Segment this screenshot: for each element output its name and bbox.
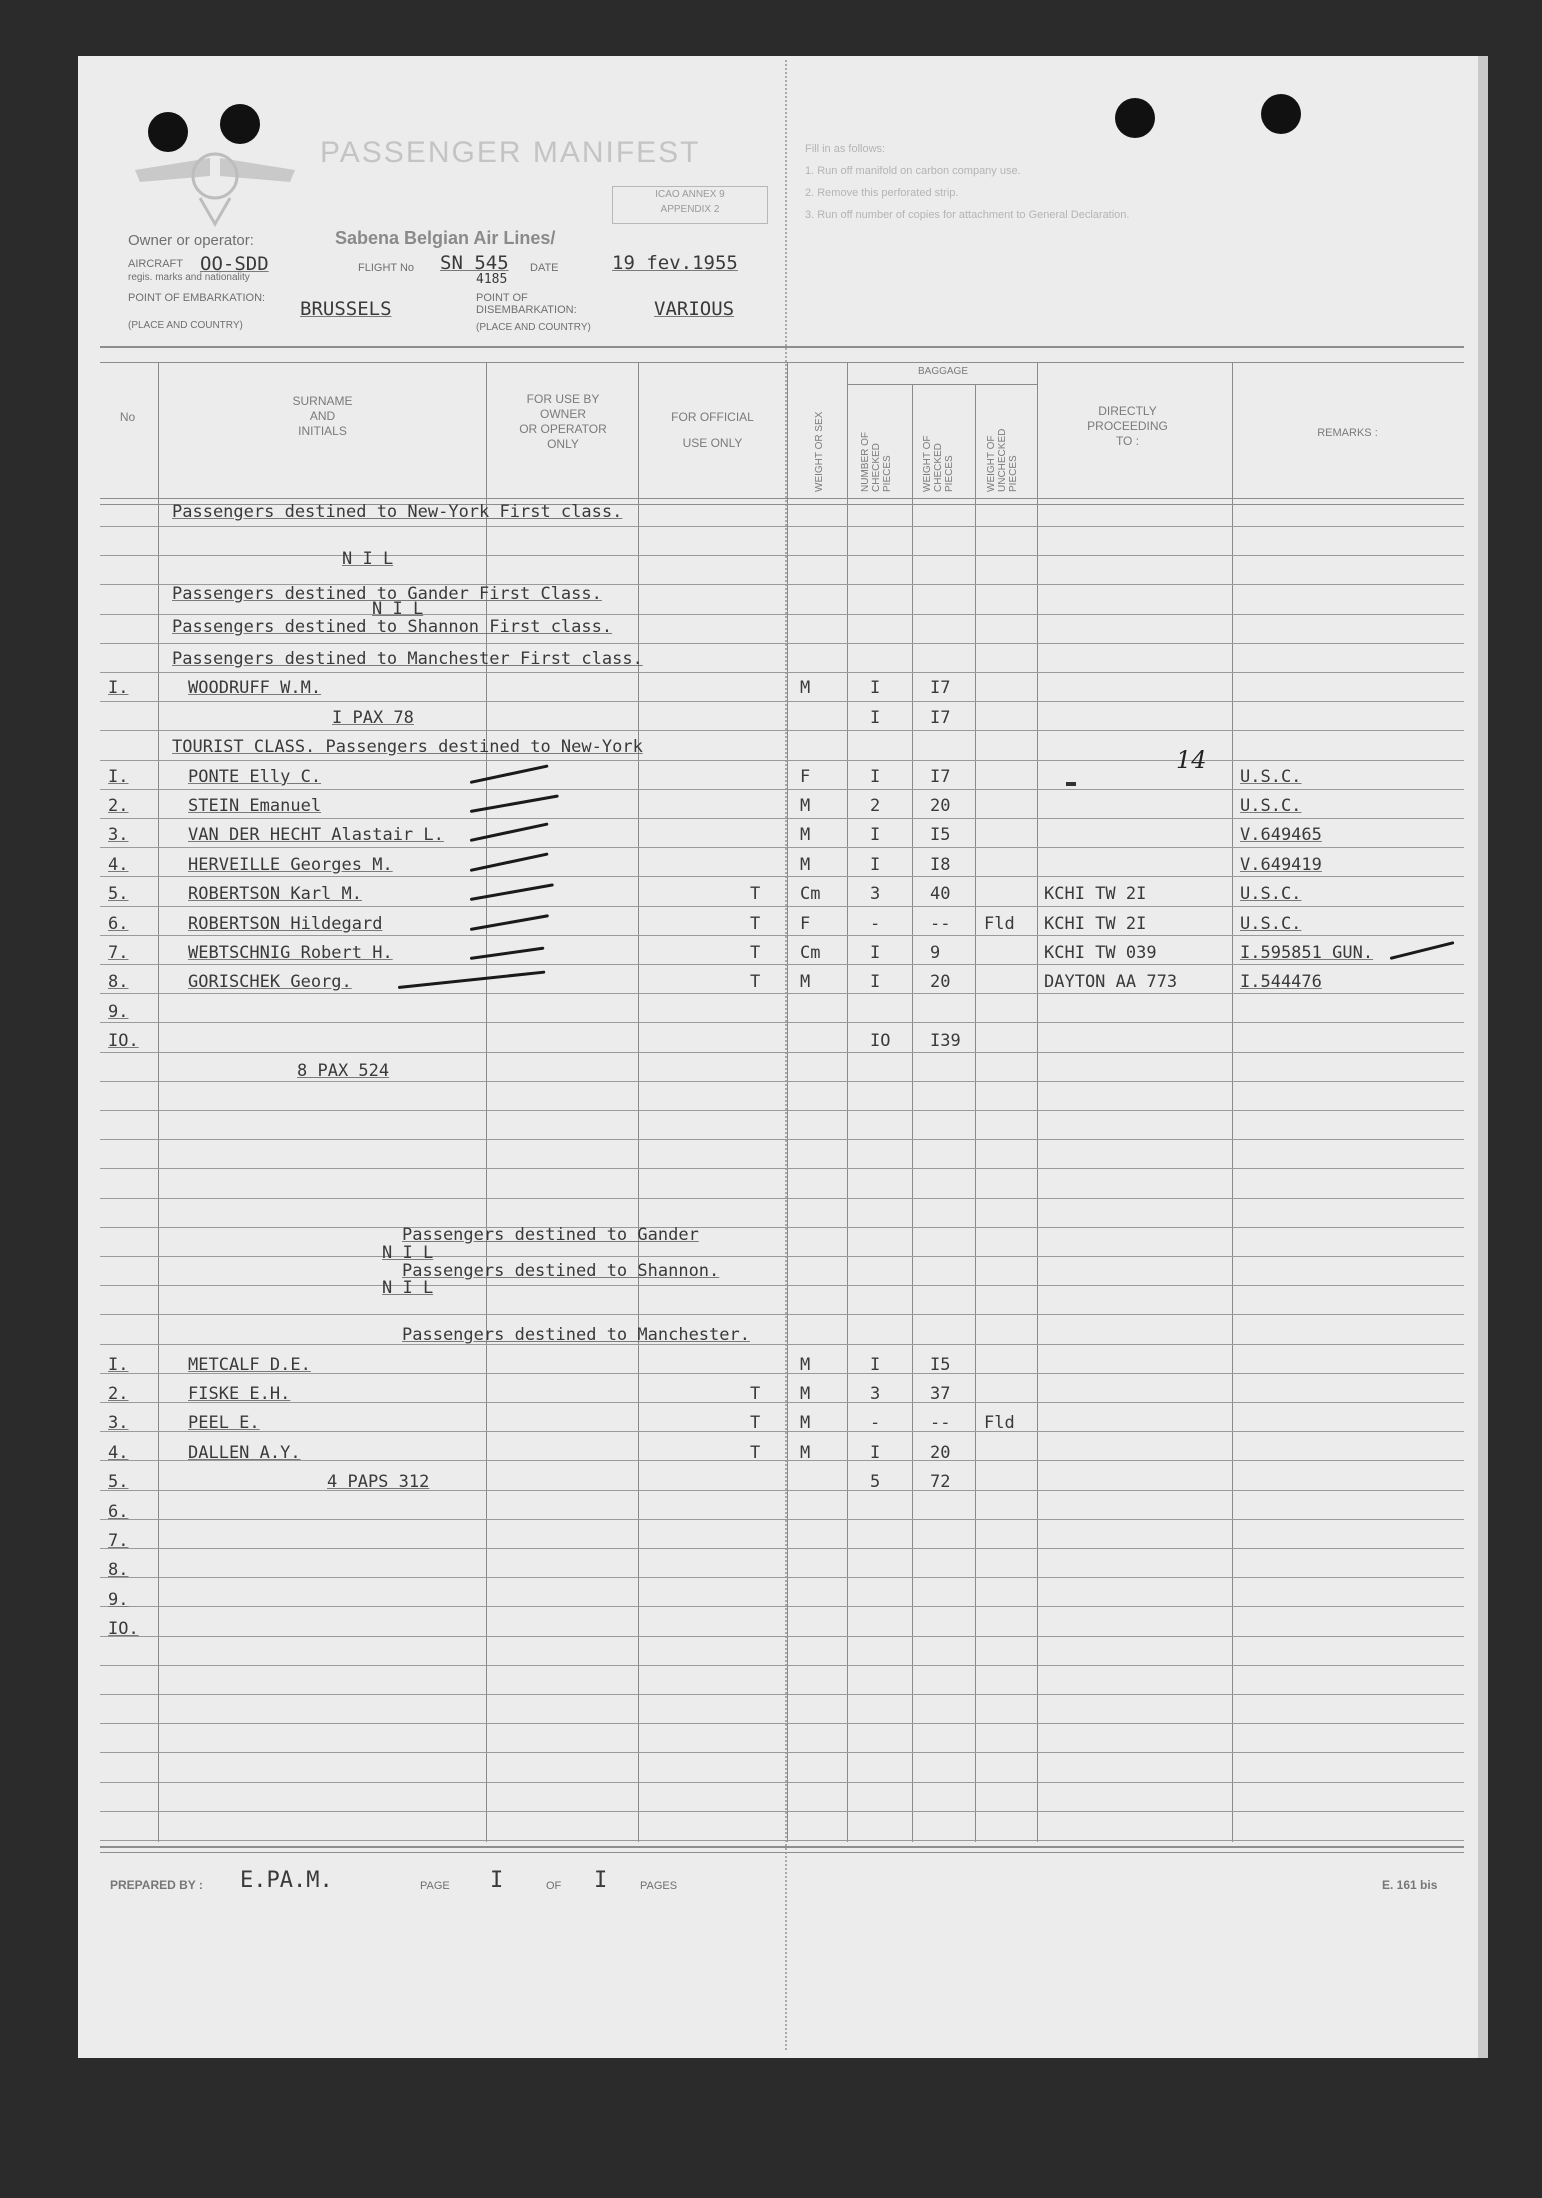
rule-line	[100, 1139, 1464, 1140]
col-checked-weight-3: PIECES	[944, 455, 955, 492]
checked-pieces: IO	[870, 1031, 891, 1051]
embark-value: BRUSSELS	[300, 298, 392, 320]
aircraft-label: AIRCRAFT	[128, 258, 183, 270]
of-label: OF	[546, 1880, 562, 1892]
page-label: PAGE	[420, 1880, 450, 1892]
section-heading: 4 PAPS 312	[327, 1472, 430, 1492]
annex-line-1: ICAO ANNEX 9	[655, 189, 725, 200]
checked-weight: 20	[930, 1443, 951, 1463]
row-number: 9.	[108, 1002, 129, 1022]
col-proceeding	[1040, 404, 1215, 449]
row-number: 8.	[108, 1560, 129, 1580]
handwritten-dot	[1066, 782, 1076, 786]
checked-pieces: I	[870, 767, 881, 787]
row-number: 5.	[108, 884, 129, 904]
rule-line	[100, 760, 1464, 761]
passenger-name: FISKE E.H.	[188, 1384, 291, 1404]
owner-value: Sabena Belgian Air Lines/	[335, 228, 556, 248]
passenger-name: PEEL E.	[188, 1413, 260, 1433]
checked-weight: I7	[930, 767, 951, 787]
checked-pieces: -	[870, 914, 881, 934]
rule-line	[100, 614, 1464, 615]
row-number: IO.	[108, 1619, 139, 1639]
owner-label: Owner or operator:	[128, 232, 254, 249]
checked-weight: 37	[930, 1384, 951, 1404]
embark-label: POINT OF EMBARKATION:	[128, 292, 266, 304]
section-heading: Passengers destined to Manchester First class.	[172, 649, 643, 669]
weight-sex: M	[800, 1443, 811, 1463]
section-heading: Passengers destined to Gander	[402, 1225, 699, 1245]
passenger-name: WEBTSCHNIG Robert H.	[188, 943, 393, 963]
checked-pieces: I	[870, 825, 881, 845]
type-mark: T	[750, 1384, 761, 1404]
section-heading: I PAX 78	[332, 708, 414, 728]
checked-pieces: I	[870, 972, 881, 992]
annex-line-2: APPENDIX 2	[660, 204, 720, 215]
rule-line	[100, 1811, 1464, 1812]
rule-line	[100, 818, 1464, 819]
sheet-edge	[1478, 56, 1488, 2058]
section-heading: Passengers destined to Shannon First class.	[172, 617, 613, 637]
type-mark: T	[750, 1413, 761, 1433]
rule-line	[100, 1198, 1464, 1199]
checked-weight: 72	[930, 1472, 951, 1492]
destination: DAYTON AA 773	[1044, 972, 1178, 992]
table-header-rule-1	[100, 498, 1464, 499]
of-value: I	[594, 1868, 608, 1893]
destination: KCHI TW 2I	[1044, 884, 1147, 904]
section-heading: N I L	[372, 599, 424, 619]
destination: KCHI TW 2I	[1044, 914, 1147, 934]
row-number: I.	[108, 678, 129, 698]
instruction-1: 1. Run off manifold on carbon company use.	[805, 165, 1021, 177]
rule-line	[100, 1402, 1464, 1403]
col-surname-1: SURNAME	[292, 394, 353, 408]
checked-weight: I7	[930, 678, 951, 698]
table-bottom-rule-2	[100, 1852, 1464, 1853]
checked-weight: I5	[930, 825, 951, 845]
checked-pieces: 2	[870, 796, 881, 816]
rule-line	[100, 672, 1464, 673]
type-mark: T	[750, 884, 761, 904]
checked-weight: I8	[930, 855, 951, 875]
checked-pieces: I	[870, 1355, 881, 1375]
rule-line	[100, 1665, 1464, 1666]
section-heading: Passengers destined to New-York First class.	[172, 502, 623, 522]
checked-pieces: I	[870, 1443, 881, 1463]
checked-pieces: 3	[870, 884, 881, 904]
header-rule-top	[100, 346, 1464, 348]
punch-hole-right2	[1261, 94, 1301, 134]
checked-pieces: I	[870, 855, 881, 875]
remarks: U.S.C.	[1240, 767, 1302, 787]
rule-line	[100, 643, 1464, 644]
row-number: 4.	[108, 855, 129, 875]
remarks: I.595851 GUN.	[1240, 943, 1374, 963]
instructions	[805, 138, 1129, 226]
checked-pieces: 3	[870, 1384, 881, 1404]
header-rule-bottom	[100, 362, 1464, 363]
col-no: No	[119, 410, 136, 424]
rule-line	[100, 1022, 1464, 1023]
row-number: I.	[108, 1355, 129, 1375]
checked-pieces: 5	[870, 1472, 881, 1492]
rule-line	[100, 1606, 1464, 1607]
unchecked-weight: Fld	[984, 1413, 1015, 1433]
rule-line	[100, 1431, 1464, 1432]
row-number: 8.	[108, 972, 129, 992]
rule-line	[100, 1285, 1464, 1286]
col-baggage: BAGGAGE	[917, 366, 968, 377]
flight-label: FLIGHT No	[358, 262, 415, 274]
rule-line	[100, 555, 1464, 556]
rule-line	[100, 1256, 1464, 1257]
weight-sex: M	[800, 1384, 811, 1404]
passenger-name: GORISCHEK Georg.	[188, 972, 352, 992]
weight-sex: F	[800, 767, 811, 787]
instruction-2: 2. Remove this perforated strip.	[805, 187, 959, 199]
date-label: DATE	[530, 262, 559, 274]
weight-sex: Cm	[800, 943, 821, 963]
checked-weight: 40	[930, 884, 951, 904]
col-official-use	[640, 404, 785, 456]
section-heading: TOURIST CLASS. Passengers destined to New-York	[172, 737, 643, 757]
row-number: 3.	[108, 1413, 129, 1433]
rule-line	[100, 1782, 1464, 1783]
rule-line	[100, 1344, 1464, 1345]
section-heading: 8 PAX 524	[297, 1061, 390, 1081]
rule-line	[100, 1314, 1464, 1315]
col-checked-pieces-3: PIECES	[882, 455, 893, 492]
row-number: I.	[108, 767, 129, 787]
row-number: IO.	[108, 1031, 139, 1051]
section-heading: N I L	[382, 1278, 434, 1298]
vline-7	[975, 384, 976, 1842]
passenger-name: WOODRUFF W.M.	[188, 678, 322, 698]
rule-line	[100, 701, 1464, 702]
checked-pieces: I	[870, 943, 881, 963]
col-proceeding-3: TO :	[1115, 434, 1140, 448]
type-mark: T	[750, 1443, 761, 1463]
remarks: V.649465	[1240, 825, 1322, 845]
sabena-logo-icon	[130, 138, 300, 228]
rule-line	[100, 1490, 1464, 1491]
unchecked-weight: Fld	[984, 914, 1015, 934]
col-official-1: FOR OFFICIAL	[671, 410, 754, 424]
rule-line	[100, 1723, 1464, 1724]
punch-hole-right1	[1115, 98, 1155, 138]
baggage-rule	[848, 384, 1038, 385]
col-checked-pieces	[860, 432, 893, 492]
manifest-title: PASSENGER MANIFEST	[320, 136, 701, 169]
rule-line	[100, 526, 1464, 527]
col-proceeding-1: DIRECTLY	[1098, 404, 1157, 418]
col-checked-pieces-2: CHECKED	[871, 443, 882, 492]
aircraft-value: OO-SDD	[200, 253, 269, 275]
col-checked-weight-2: CHECKED	[933, 443, 944, 492]
rule-line	[100, 935, 1464, 936]
passenger-name: ROBERTSON Karl M.	[188, 884, 362, 904]
rule-line	[100, 993, 1464, 994]
disembark-label: POINT OF DISEMBARKATION:	[476, 292, 577, 316]
col-unchecked-weight-2: UNCHECKED	[997, 428, 1008, 492]
remarks: U.S.C.	[1240, 796, 1302, 816]
rule-line	[100, 1519, 1464, 1520]
rule-line	[100, 1548, 1464, 1549]
instruction-3: 3. Run off number of copies for attachment to General Declaration.	[805, 209, 1130, 221]
section-heading: Passengers destined to Manchester.	[402, 1325, 750, 1345]
remarks: U.S.C.	[1240, 914, 1302, 934]
weight-sex: M	[800, 678, 811, 698]
checked-weight: --	[930, 1413, 951, 1433]
col-official-2: USE ONLY	[682, 436, 743, 450]
checked-weight: I39	[930, 1031, 961, 1051]
rule-line	[100, 1694, 1464, 1695]
rule-line	[100, 1460, 1464, 1461]
rule-line	[100, 1227, 1464, 1228]
checked-weight: I5	[930, 1355, 951, 1375]
col-checked-weight-1: WEIGHT OF	[922, 435, 933, 492]
rule-line	[100, 1081, 1464, 1082]
col-owner-1: FOR USE BY	[526, 392, 600, 406]
checked-pieces: I	[870, 678, 881, 698]
col-remarks: REMARKS :	[1317, 427, 1378, 439]
passenger-name: STEIN Emanuel	[188, 796, 322, 816]
row-number: 5.	[108, 1472, 129, 1492]
col-owner-4: ONLY	[547, 437, 579, 451]
rule-line	[100, 1636, 1464, 1637]
flight-sub: 4185	[476, 272, 508, 287]
passenger-name: VAN DER HECHT Alastair L.	[188, 825, 444, 845]
section-heading: N I L	[342, 549, 394, 569]
instruction-0: Fill in as follows:	[805, 143, 886, 155]
disembark-sub: (PLACE AND COUNTRY)	[476, 322, 591, 333]
row-number: 3.	[108, 825, 129, 845]
rule-line	[100, 1752, 1464, 1753]
rule-line	[100, 1577, 1464, 1578]
form-code: E. 161 bis	[1382, 1878, 1438, 1892]
remarks: I.544476	[1240, 972, 1322, 992]
col-owner-3: OR OPERATOR	[519, 422, 607, 436]
checked-weight: I7	[930, 708, 951, 728]
prepared-label: PREPARED BY :	[110, 1878, 203, 1892]
destination: KCHI TW 039	[1044, 943, 1157, 963]
weight-sex: M	[800, 825, 811, 845]
rule-line	[100, 1168, 1464, 1169]
checked-weight: 9	[930, 943, 941, 963]
checked-weight: 20	[930, 796, 951, 816]
weight-sex: M	[800, 855, 811, 875]
row-number: 6.	[108, 1502, 129, 1522]
col-unchecked-weight-1: WEIGHT OF	[986, 435, 997, 492]
row-number: 7.	[108, 943, 129, 963]
passenger-name: METCALF D.E.	[188, 1355, 311, 1375]
col-proceeding-2: PROCEEDING	[1087, 419, 1168, 433]
vline-6	[912, 384, 913, 1842]
passenger-name: HERVEILLE Georges M.	[188, 855, 393, 875]
rule-line	[100, 964, 1464, 965]
col-surname	[160, 394, 485, 439]
manifest-sheet	[78, 56, 1478, 2058]
type-mark: T	[750, 943, 761, 963]
prepared-value: E.PA.M.	[240, 1868, 333, 1893]
page-value: I	[490, 1868, 504, 1893]
checked-pieces: I	[870, 708, 881, 728]
row-number: 2.	[108, 796, 129, 816]
rule-line	[100, 1052, 1464, 1053]
col-surname-2: AND	[309, 409, 336, 423]
aircraft-sub: regis. marks and nationality	[128, 272, 250, 283]
rule-line	[100, 876, 1464, 877]
type-mark: T	[750, 914, 761, 934]
rule-line	[100, 847, 1464, 848]
rule-line	[100, 789, 1464, 790]
checked-pieces: -	[870, 1413, 881, 1433]
col-owner-use	[488, 392, 638, 452]
remarks: V.649419	[1240, 855, 1322, 875]
pages-label: PAGES	[640, 1880, 678, 1892]
section-heading: N I L	[382, 1243, 434, 1263]
col-unchecked-weight-3: PIECES	[1008, 455, 1019, 492]
passenger-name: ROBERTSON Hildegard	[188, 914, 383, 934]
row-number: 2.	[108, 1384, 129, 1404]
annex-box	[612, 186, 768, 224]
passenger-name: DALLEN A.Y.	[188, 1443, 301, 1463]
weight-sex: M	[800, 1355, 811, 1375]
weight-sex: M	[800, 1413, 811, 1433]
row-number: 6.	[108, 914, 129, 934]
passenger-name: PONTE Elly C.	[188, 767, 322, 787]
col-surname-3: INITIALS	[298, 424, 347, 438]
rule-line	[100, 1840, 1464, 1841]
row-number: 4.	[108, 1443, 129, 1463]
col-weight-sex: WEIGHT OR SEX	[814, 411, 825, 492]
col-unchecked-weight	[986, 429, 1019, 492]
section-heading: Passengers destined to Gander First Class.	[172, 584, 602, 604]
embark-sub: (PLACE AND COUNTRY)	[128, 320, 243, 331]
disembark-value: VARIOUS	[654, 298, 735, 320]
flight-value: SN 545	[440, 252, 509, 274]
weight-sex: Cm	[800, 884, 821, 904]
checked-weight: --	[930, 914, 951, 934]
weight-sex: F	[800, 914, 811, 934]
col-checked-pieces-1: NUMBER OF	[860, 432, 871, 492]
table-bottom-rule	[100, 1846, 1464, 1848]
rule-line	[100, 1110, 1464, 1111]
section-heading: Passengers destined to Shannon.	[402, 1261, 720, 1281]
checked-weight: 20	[930, 972, 951, 992]
type-mark: T	[750, 972, 761, 992]
row-number: 7.	[108, 1531, 129, 1551]
rule-line	[100, 730, 1464, 731]
col-owner-2: OWNER	[540, 407, 586, 421]
col-checked-weight	[922, 436, 955, 492]
rule-line	[100, 906, 1464, 907]
row-number: 9.	[108, 1590, 129, 1610]
date-value: 19 fev.1955	[612, 252, 738, 274]
handwritten-note: 14	[1176, 746, 1207, 774]
remarks: U.S.C.	[1240, 884, 1302, 904]
weight-sex: M	[800, 796, 811, 816]
weight-sex: M	[800, 972, 811, 992]
